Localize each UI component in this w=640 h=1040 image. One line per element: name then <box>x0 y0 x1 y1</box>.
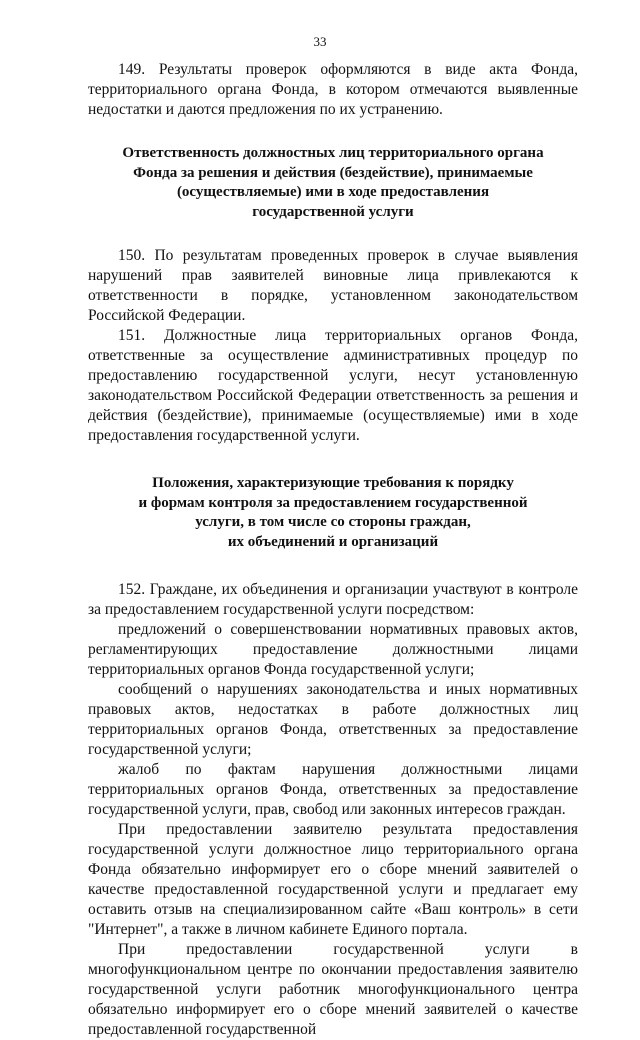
section-heading-responsibility <box>88 144 578 222</box>
heading-line: услуги, в том числе со стороны граждан, <box>195 514 471 530</box>
section-heading-control <box>88 474 578 552</box>
heading-line: и формам контроля за предоставлением государственной <box>138 494 528 511</box>
page-number: 33 <box>313 34 327 49</box>
heading-line: государственной услуги <box>252 203 414 220</box>
paragraph-150: 150. По результатам проведенных проверок в случае выявления нарушений прав заявителей виновные лица привлекаются к ответственности в порядке, установленном законодательством Российской Федерации. <box>88 247 578 324</box>
heading-line: их объединений и организаций <box>227 533 439 550</box>
list-item-complaints: жалоб по фактам нарушения должностными лицами территориальных органов Фонда, ответственных за предоставление государственной услуги, прав, свобод или законных интересов граждан. <box>88 761 578 818</box>
paragraph-152: 152. Граждане, их объединения и организации участвуют в контроле за предоставлением государственной услуги посредством: <box>88 581 578 618</box>
list-item-proposals: предложений о совершенствовании нормативных правовых актов, регламентирующих предоставление должностными лицами территориальных органов Фонда государственной услуги; <box>88 621 578 678</box>
paragraph-feedback-informing: При предоставлении заявителю результата предоставления государственной услуги должностное лицо территориального органа Фонда обязательно информирует его о сборе мнений заявителей о качестве предоставленной государственной услуги и предлагает ему оставить отзыв на специализированном сайте «Ваш контроль» в сети "Интернет", а также в личном кабинете Единого портала. <box>88 821 578 938</box>
heading-line: (осуществляемые) ими в ходе предоставления <box>176 184 490 200</box>
paragraph-mfc-informing: При предоставлении государственной услуги в многофункциональном центре по окончании предоставления заявителю государственной услуги работник многофункционального центра обязательно информирует его о сборе мнений заявителей о качестве предоставленной государственной <box>88 941 578 1038</box>
document-body <box>88 60 578 1040</box>
paragraph-149: 149. Результаты проверок оформляются в виде акта Фонда, территориального органа Фонда, в котором отмечаются выявленные недостатки и даются предложения по их устранению. <box>88 61 578 118</box>
paragraph-151: 151. Должностные лица территориальных органов Фонда, ответственные за осуществление административных процедур по предоставлению государственной услуги, несут установленную законодательством Российской Федерации ответственность за решения и действия (бездействие), принимаемые (осуществляемые) ими в ходе предоставления государственной услуги. <box>88 327 578 444</box>
list-item-reports: сообщений о нарушениях законодательства и иных нормативных правовых актов, недостатках в работе должностных лиц территориальных органов Фонда, ответственных за предоставление государственной услуги; <box>88 681 578 758</box>
heading-line: Ответственность должностных лиц территориального органа <box>122 145 544 161</box>
heading-line: Фонда за решения и действия (бездействие), принимаемые <box>133 164 533 181</box>
heading-line: Положения, характеризующие требования к порядку <box>152 475 514 491</box>
